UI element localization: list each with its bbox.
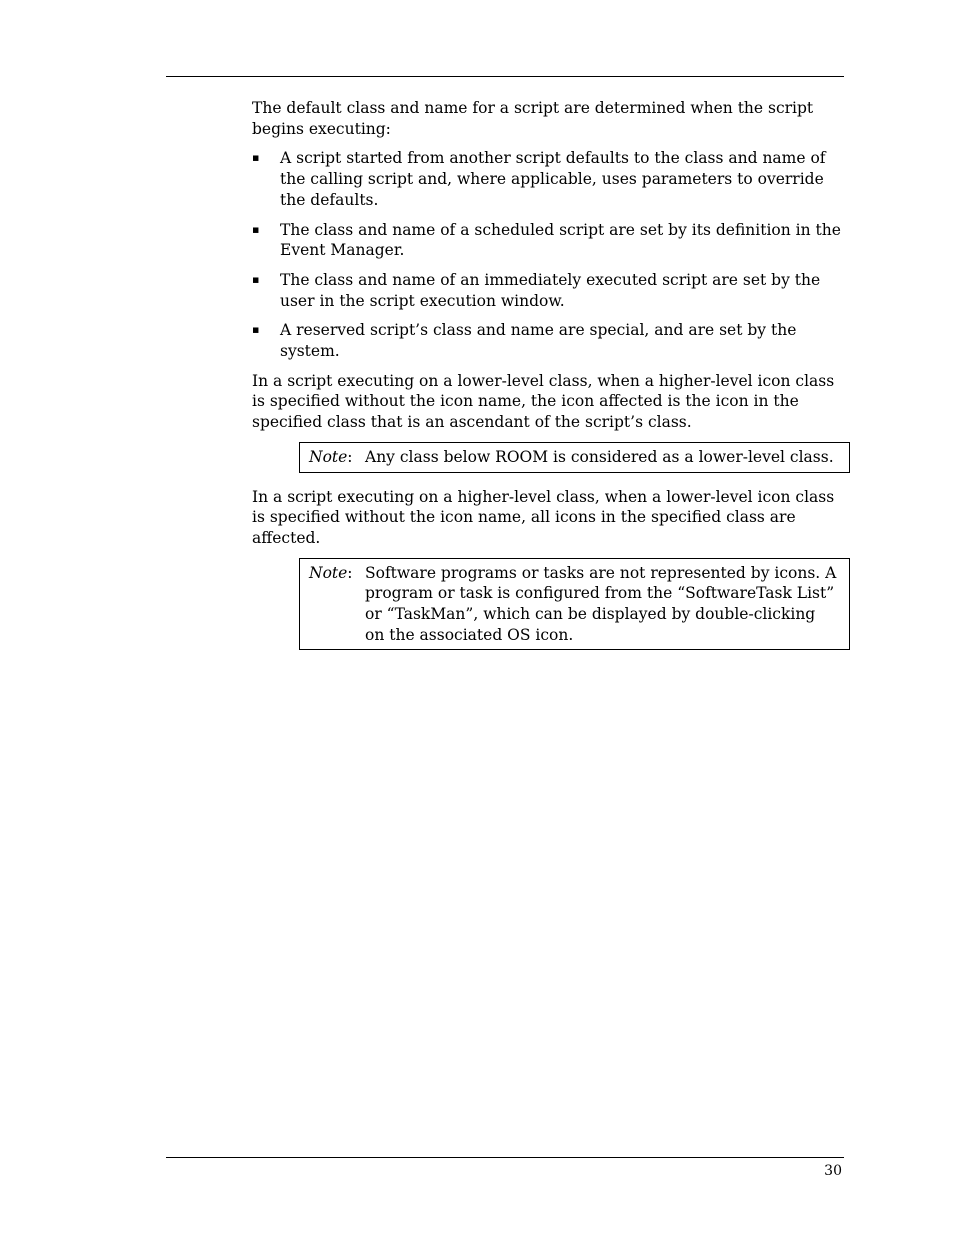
- list-item: [252, 270, 852, 311]
- header-rule: [166, 76, 844, 77]
- paragraph-higher-level: In a script executing on a higher-level class, when a lower-level icon class is specified without the icon name, all icons in the specified class are affected.: [252, 487, 835, 547]
- note-text: Any class below ROOM is considered as a lower-level class.: [365, 447, 834, 466]
- paragraph-default-class: The default class and name for a script are determined when the script begins executing:: [252, 99, 814, 138]
- list-item-text: A script started from another script defaults to the class and name of the calling script and, where applicable, uses parameters to override the defaults.: [280, 149, 826, 209]
- footer-rule: [166, 1157, 844, 1158]
- list-item-text: The class and name of a scheduled script are set by its definition in the Event Manager.: [280, 220, 841, 260]
- list-item: [252, 220, 852, 261]
- bullet-square-icon: ▪: [252, 272, 260, 286]
- bullet-list: [252, 148, 852, 361]
- list-item-text: The class and name of an immediately executed script are set by the user in the script execution window.: [280, 270, 821, 310]
- note-label-text: Note: [309, 563, 348, 582]
- page-body: [252, 98, 852, 664]
- list-item: [252, 320, 852, 361]
- bullet-square-icon: ▪: [252, 151, 260, 165]
- page-number: 30: [824, 1163, 842, 1179]
- note-text: Software programs or tasks are not represented by icons. A program or task is configured from the “SoftwareTask List” or “TaskMan”, which can be displayed by double-clicking on the associated OS icon.: [365, 563, 837, 644]
- list-item-text: A reserved script’s class and name are special, and are set by the system.: [280, 321, 797, 361]
- note-label: Note:: [309, 563, 353, 582]
- bullet-square-icon: ▪: [252, 323, 260, 337]
- paragraph-lower-level: In a script executing on a lower-level class, when a higher-level icon class is specified without the icon name, the icon affected is the icon in the specified class that is an ascendant of the script’s class.: [252, 371, 835, 432]
- note-label: Note:: [309, 447, 353, 466]
- note-box-lower-level: [299, 442, 850, 473]
- note-box-software: [299, 558, 850, 651]
- note-label-text: Note: [309, 447, 348, 466]
- bullet-square-icon: ▪: [252, 222, 260, 236]
- list-item: [252, 148, 852, 210]
